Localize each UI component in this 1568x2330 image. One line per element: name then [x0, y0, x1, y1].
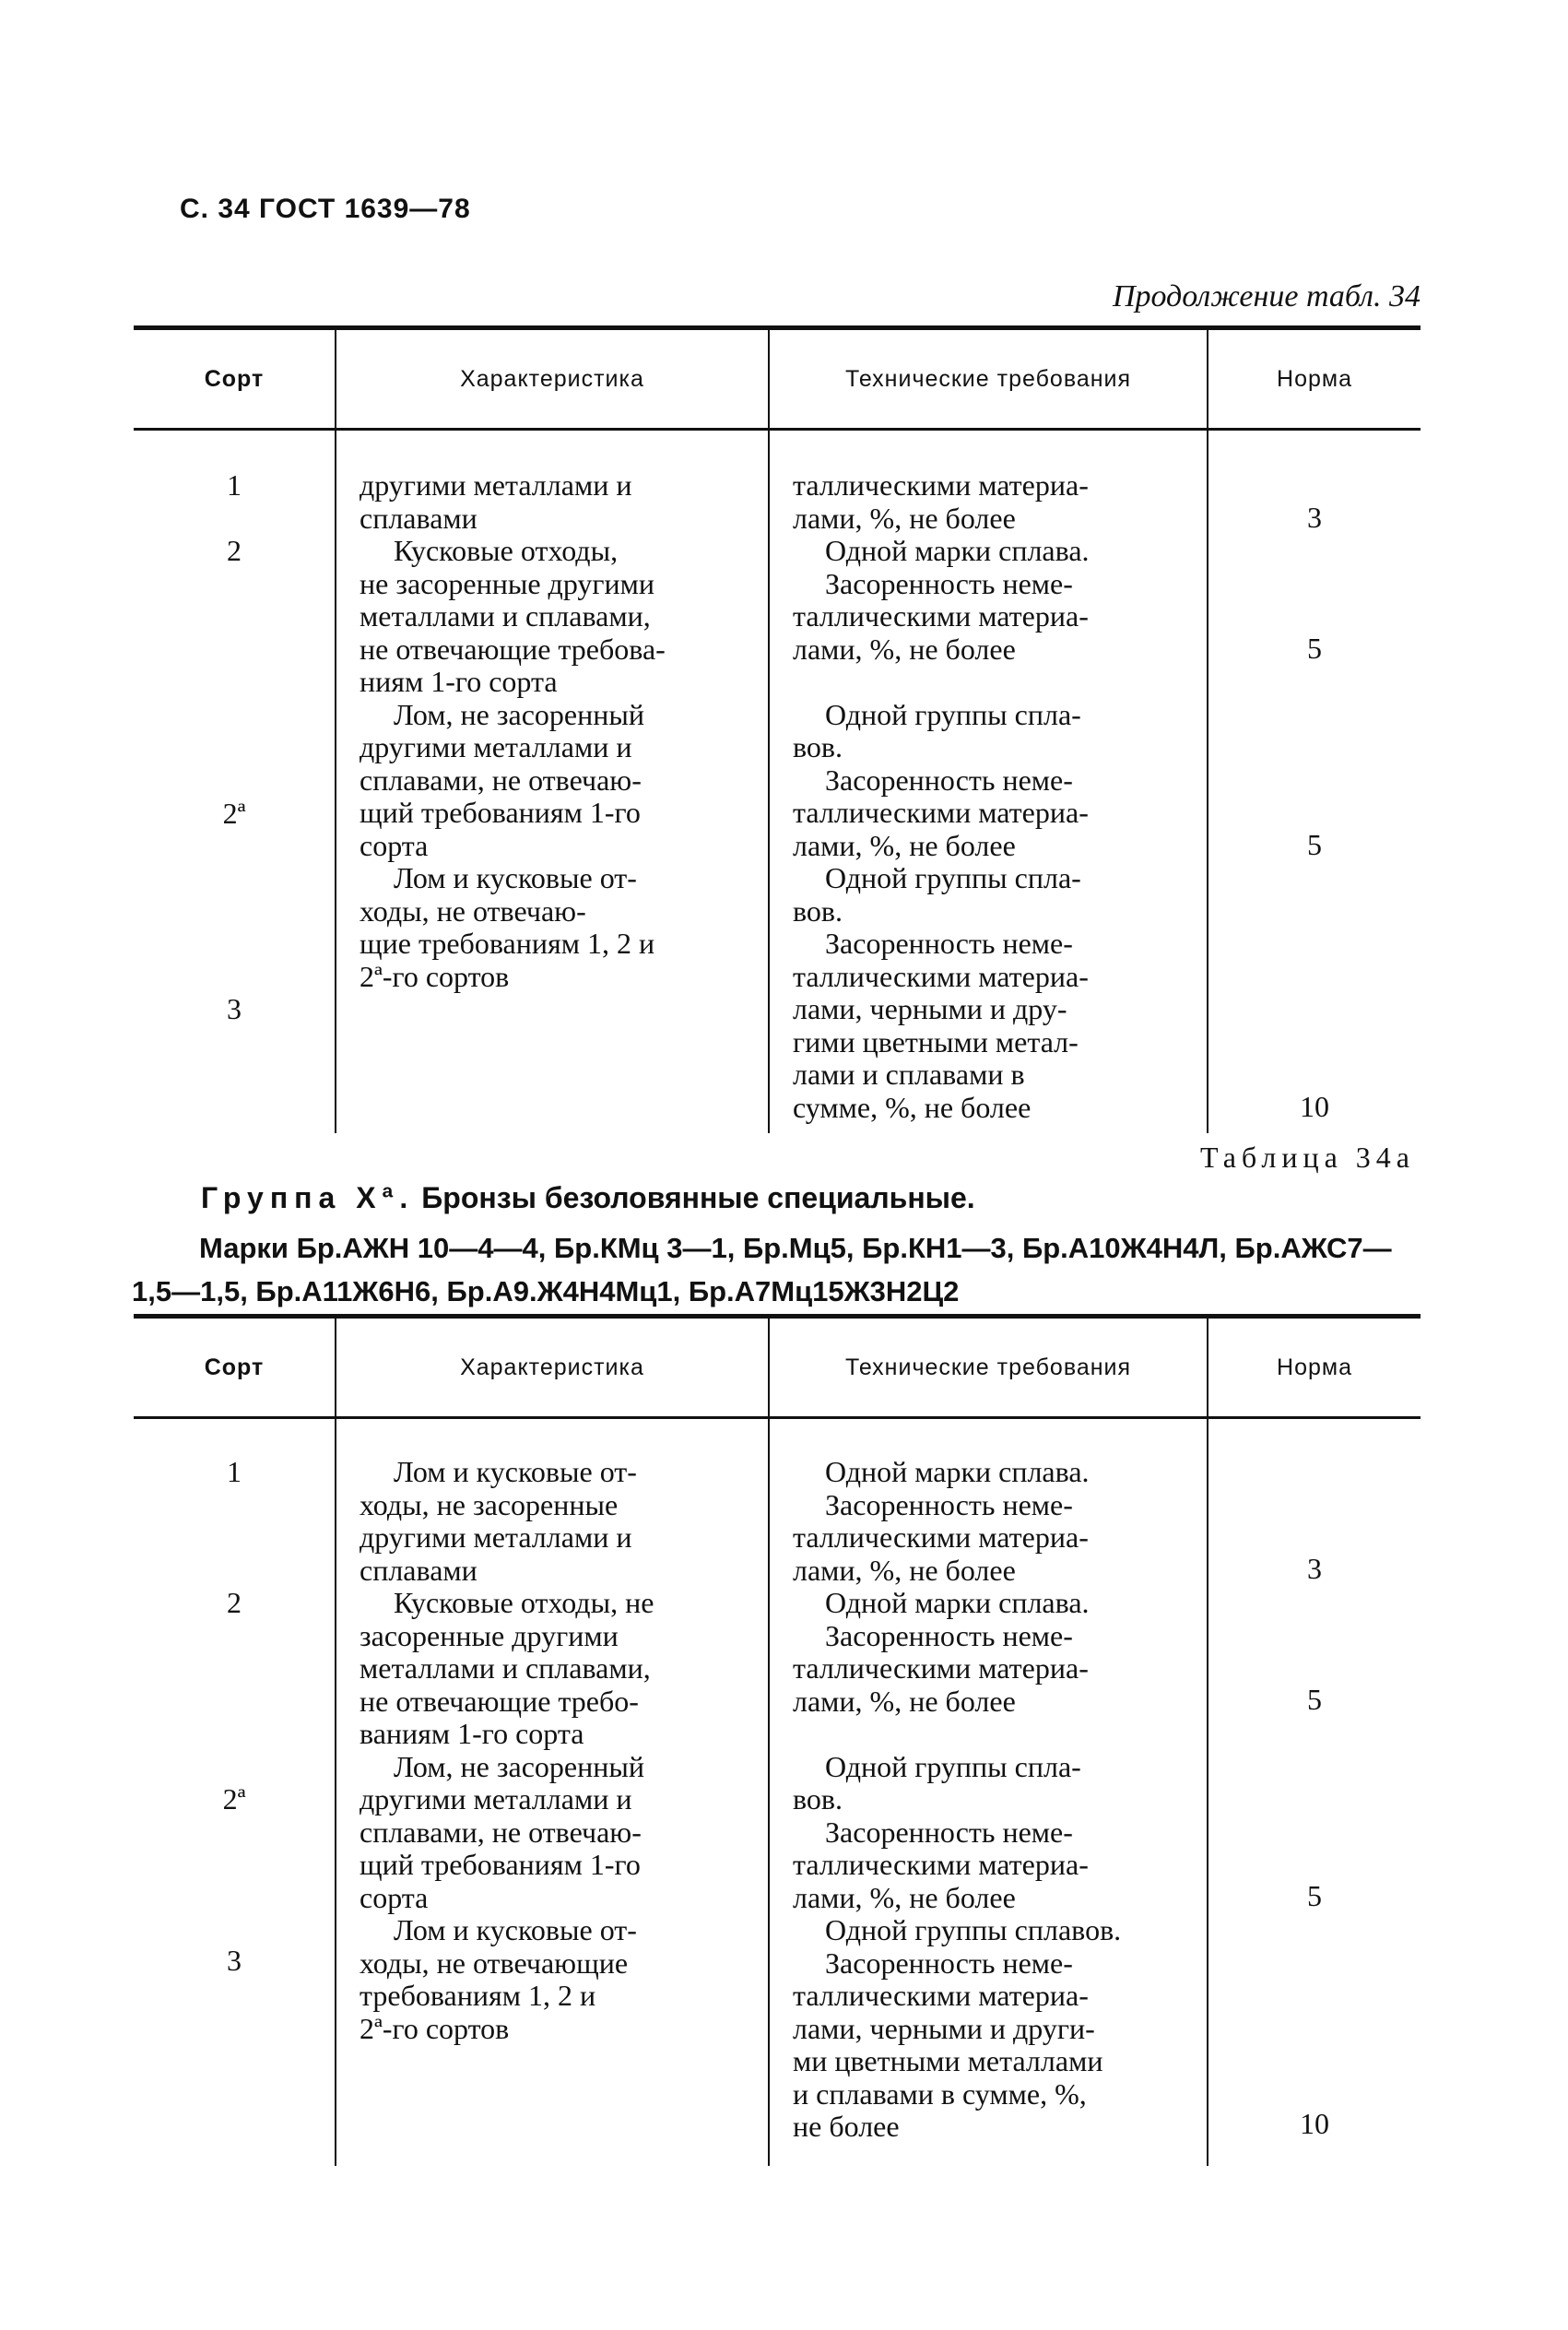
text-line: Засоренность неме- — [825, 1946, 1073, 1980]
text-line: таллическими материа- — [793, 1979, 1089, 2012]
norm-value: 10 — [1300, 1090, 1329, 1123]
text-line: Засоренность неме- — [825, 1815, 1073, 1849]
text-line: лами, %, не более — [793, 1553, 1016, 1587]
text-line: не более — [793, 2110, 900, 2143]
norm-value: 3 — [1307, 501, 1322, 534]
text-line: сплавами, не отвечаю- — [360, 1815, 642, 1849]
column-header-sort: Сорт — [134, 1317, 336, 1418]
text-line: ниям 1-го сорта — [360, 665, 558, 698]
column-header-characteristic: Характеристика — [336, 1317, 769, 1418]
text-line: другими металлами и — [360, 1520, 632, 1554]
text-line: Лом и кусковые от- — [394, 861, 637, 894]
text-line: сумме, %, не более — [793, 1090, 1032, 1124]
text-line: вов. — [793, 730, 843, 763]
text-line: таллическими материа- — [793, 959, 1089, 993]
text-line: таллическими материа- — [793, 468, 1089, 502]
text-line: Одной марки сплава. — [825, 534, 1090, 567]
requirements-column — [770, 431, 1207, 1124]
text-line: и сплавами в сумме, %, — [793, 2076, 1087, 2111]
text-line — [770, 666, 1207, 699]
column-header-norm: Норма — [1208, 1317, 1421, 1418]
group-label: Группа Хª. — [201, 1181, 415, 1214]
text-line: лами, %, не более — [793, 501, 1016, 535]
table-caption: Таблица 34а — [1199, 1141, 1415, 1174]
text-line: Засоренность неме- — [825, 927, 1073, 960]
text-line: ми цветными металлами — [793, 2044, 1103, 2077]
text-line: Лом и кусковые от- — [394, 1913, 637, 1946]
text-line: лами, черными и други- — [793, 2011, 1095, 2045]
text-line: Одной группы спла- — [825, 861, 1081, 894]
text-line: ваниям 1-го сорта — [360, 1717, 584, 1750]
text-line: лами и сплавами в — [793, 1058, 1025, 1091]
text-line: металлами и сплавами, — [360, 599, 651, 633]
text-line: Одной группы спла- — [825, 697, 1081, 731]
text-line: Лом и кусковые от- — [394, 1455, 637, 1488]
group-name: Бронзы безоловянные специальные. — [421, 1181, 975, 1214]
text-line: сплавами, не отвечаю- — [360, 763, 642, 797]
norm-value: 5 — [1307, 632, 1322, 665]
text-line: вов. — [793, 893, 843, 928]
table-body-row — [134, 430, 1421, 1134]
text-line: Одной марки сплава. — [825, 1586, 1090, 1619]
column-header-sort: Сорт — [134, 328, 336, 430]
text-line: не засоренные другими — [360, 566, 655, 600]
sort-value: 2ª — [222, 797, 246, 830]
text-line: сорта — [360, 828, 429, 862]
norm-value: 3 — [1307, 1552, 1322, 1585]
norm-value: 5 — [1307, 1879, 1322, 1912]
text-line — [770, 1718, 1207, 1751]
page-header: С. 34 ГОСТ 1639—78 — [180, 194, 471, 224]
text-line: сорта — [360, 1880, 429, 1914]
text-line: таллическими материа- — [793, 1848, 1089, 1881]
text-line: Кусковые отходы, — [394, 534, 619, 567]
sort-value: 2 — [227, 1586, 242, 1619]
alloy-grades: Марки Бр.АЖН 10—4—4, Бр.КМц 3—1, Бр.Мц5, Бр.КН1—3, Бр.А10Ж4Н4Л, Бр.АЖС7—1,5—1,5, Бр.А11Ж6Н6, Бр.А9.Ж4Н4Мц1, Бр.А7Мц15Ж3Н2Ц2 — [132, 1232, 1392, 1307]
column-header-requirements: Технические требования — [769, 328, 1208, 430]
text-line: другими металлами и — [360, 468, 632, 502]
group-title — [201, 1181, 975, 1215]
text-line: вов. — [793, 1782, 843, 1816]
text-line: засоренные другими — [360, 1618, 619, 1652]
sort-value: 3 — [227, 1944, 242, 1977]
text-line: ходы, не отвечающие — [360, 1946, 629, 1980]
text-line: Засоренность неме- — [825, 763, 1073, 797]
norm-value: 5 — [1307, 828, 1322, 861]
text-line: сплавами — [360, 1553, 477, 1587]
text-line: лами, %, не более — [793, 828, 1016, 862]
text-line: лами, черными и дру- — [793, 992, 1067, 1025]
text-line: таллическими материа- — [793, 1651, 1089, 1685]
sort-value: 3 — [227, 992, 242, 1025]
table-header-row — [134, 1317, 1421, 1418]
text-line: сплавами — [360, 501, 477, 535]
text-line: таллическими материа- — [793, 599, 1089, 633]
text-line: таллическими материа- — [793, 1520, 1089, 1554]
text-line: Лом, не засоренный — [394, 1749, 644, 1783]
text-line: ходы, не засоренные — [360, 1487, 619, 1521]
sort-value: 2ª — [222, 1782, 246, 1816]
text-line: Одной марки сплава. — [825, 1455, 1090, 1488]
table-continuation-label: Продолжение табл. 34 — [1112, 279, 1421, 313]
text-line: таллическими материа- — [793, 796, 1089, 829]
text-line: щие требованиям 1, 2 и — [360, 927, 655, 960]
characteristic-column — [336, 431, 768, 993]
norm-value: 10 — [1300, 2107, 1329, 2140]
column-header-characteristic: Характеристика — [336, 328, 769, 430]
sort-value: 2 — [227, 534, 242, 567]
text-line: 2ª-го сортов — [360, 959, 510, 993]
text-line: не отвечающие требова- — [360, 632, 666, 666]
text-line: щий требованиям 1-го — [360, 796, 641, 829]
text-line: металлами и сплавами, — [360, 1651, 651, 1685]
text-line: другими металлами и — [360, 730, 632, 763]
text-line: Кусковые отходы, не — [394, 1586, 654, 1619]
text-line: лами, %, не более — [793, 1880, 1016, 1914]
text-line: 2ª-го сортов — [360, 2011, 510, 2045]
text-line: лами, %, не более — [793, 1684, 1016, 1718]
text-line: гими цветными метал- — [793, 1024, 1079, 1059]
table-body-row — [134, 1418, 1421, 2167]
text-line: ходы, не отвечаю- — [360, 893, 586, 928]
table-34a — [134, 1314, 1415, 2166]
norm-value: 5 — [1307, 1683, 1322, 1716]
text-line: Лом, не засоренный — [394, 697, 644, 731]
column-header-norm: Норма — [1208, 328, 1421, 430]
column-header-requirements: Технические требования — [769, 1317, 1208, 1418]
sort-value: 1 — [227, 468, 242, 502]
requirements-column — [770, 1419, 1207, 2144]
text-line: Одной группы спла- — [825, 1749, 1081, 1783]
text-line: другими металлами и — [360, 1782, 632, 1816]
table-header-row — [134, 328, 1421, 430]
table-34-continued — [134, 325, 1415, 1133]
sort-value: 1 — [227, 1455, 242, 1488]
characteristic-column — [336, 1419, 768, 2045]
text-line: щий требованиям 1-го — [360, 1848, 641, 1881]
text-line: не отвечающие требо- — [360, 1684, 639, 1718]
text-line: Одной группы сплавов. — [825, 1913, 1122, 1946]
text-line: Засоренность неме- — [825, 566, 1073, 600]
text-line: Засоренность неме- — [825, 1487, 1073, 1521]
text-line: лами, %, не более — [793, 632, 1016, 666]
text-line: Засоренность неме- — [825, 1618, 1073, 1652]
text-line: требованиям 1, 2 и — [360, 1979, 596, 2012]
